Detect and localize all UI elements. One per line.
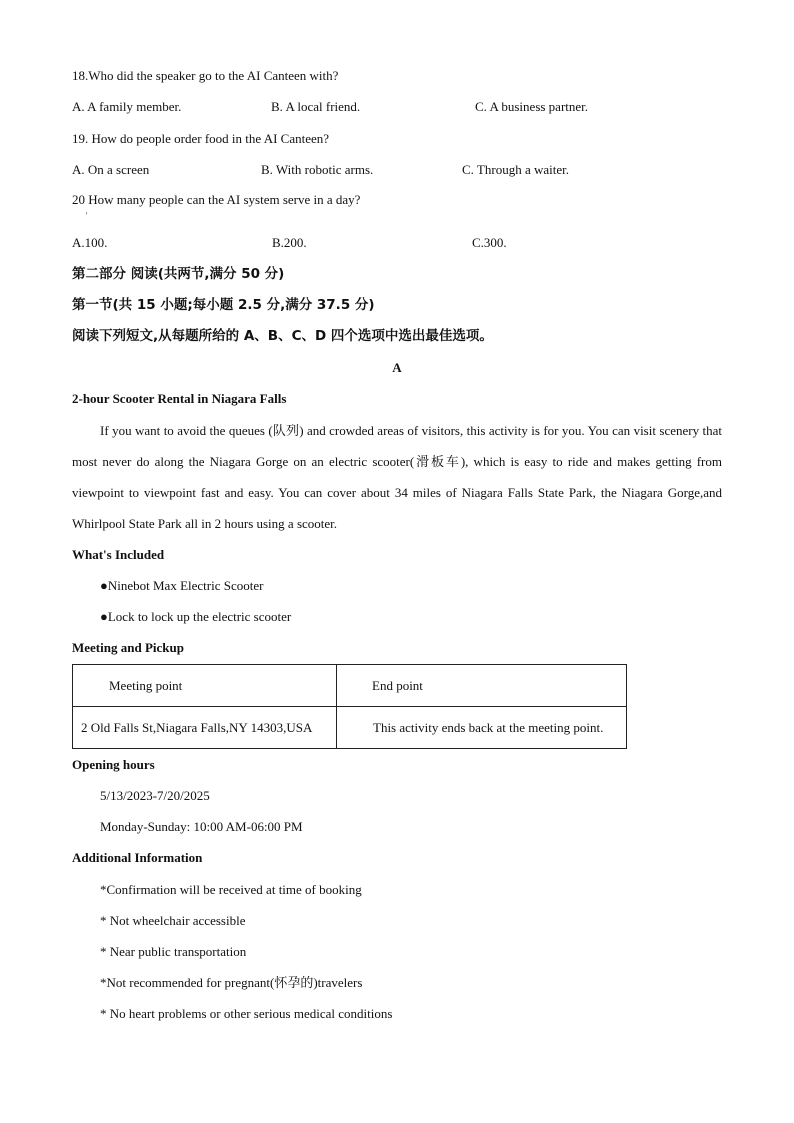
part-heading: 第二部分 阅读(共两节,满分 50 分)	[72, 266, 285, 282]
q18-option-c: C. A business partner.	[475, 99, 589, 114]
additional-item-3: * Near public transportation	[100, 944, 247, 959]
question-18: 18.Who did the speaker go to the AI Canteen with?	[72, 68, 339, 83]
additional-heading: Additional Information	[72, 850, 203, 865]
additional-item-5: * No heart problems or other serious medical conditions	[100, 1006, 393, 1021]
stray-mark: '	[86, 211, 88, 220]
included-item-1: ●Ninebot Max Electric Scooter	[100, 578, 264, 593]
section-heading: 第一节(共 15 小题;每小题 2.5 分,满分 37.5 分)	[72, 297, 375, 313]
q18-option-a: A. A family member.	[72, 99, 182, 114]
end-point-value: This activity ends back at the meeting point.	[373, 719, 604, 735]
table-row	[73, 665, 627, 707]
q20-option-b: B.200.	[272, 235, 307, 250]
included-heading: What's Included	[72, 547, 165, 562]
table-cell	[73, 707, 337, 749]
q19-option-b: B. With robotic arms.	[261, 162, 374, 177]
q20-option-a: A.100.	[72, 235, 108, 250]
passage-title: 2-hour Scooter Rental in Niagara Falls	[72, 391, 287, 406]
end-point-header: End point	[372, 677, 423, 693]
meeting-point-header: Meeting point	[109, 677, 183, 693]
included-item-2: ●Lock to lock up the electric scooter	[100, 609, 292, 624]
table-row	[73, 707, 627, 749]
q19-option-a: A. On a screen	[72, 162, 150, 177]
meeting-table	[72, 664, 627, 749]
hours-days: Monday-Sunday: 10:00 AM-06:00 PM	[100, 819, 303, 834]
hours-heading: Opening hours	[72, 757, 155, 772]
meeting-heading: Meeting and Pickup	[72, 640, 184, 655]
table-cell	[337, 665, 627, 707]
additional-item-4: *Not recommended for pregnant(怀孕的)travelers	[100, 975, 363, 990]
table-cell	[337, 707, 627, 749]
meeting-point-value: 2 Old Falls St,Niagara Falls,NY 14303,USA	[81, 719, 313, 735]
instruction-text: 阅读下列短文,从每题所给的 A、B、C、D 四个选项中选出最佳选项。	[72, 328, 493, 344]
passage-intro: If you want to avoid the queues (队列) and crowded areas of visitors, this activity is for you. You can visit scenery that most never do along the Niagara Gorge on an electric scooter(滑板车), which is easy to ride and makes getting from viewpoint to viewpoint fast and easy. You can cover about 34 miles of Niagara Falls State Park, the Niagara Gorge,and Whirlpool State Park all in 2 hours using a scooter.	[72, 423, 722, 531]
hours-dates: 5/13/2023-7/20/2025	[100, 788, 210, 803]
additional-item-2: * Not wheelchair accessible	[100, 913, 246, 928]
table-cell	[73, 665, 337, 707]
question-19: 19. How do people order food in the AI Canteen?	[72, 131, 330, 146]
additional-item-1: *Confirmation will be received at time of booking	[100, 882, 362, 897]
q19-option-c: C. Through a waiter.	[462, 162, 569, 177]
q18-option-b: B. A local friend.	[271, 99, 361, 114]
q20-option-c: C.300.	[472, 235, 507, 250]
passage-letter: A	[392, 360, 402, 375]
question-20: 20 How many people can the AI system serve in a day?	[72, 192, 361, 207]
